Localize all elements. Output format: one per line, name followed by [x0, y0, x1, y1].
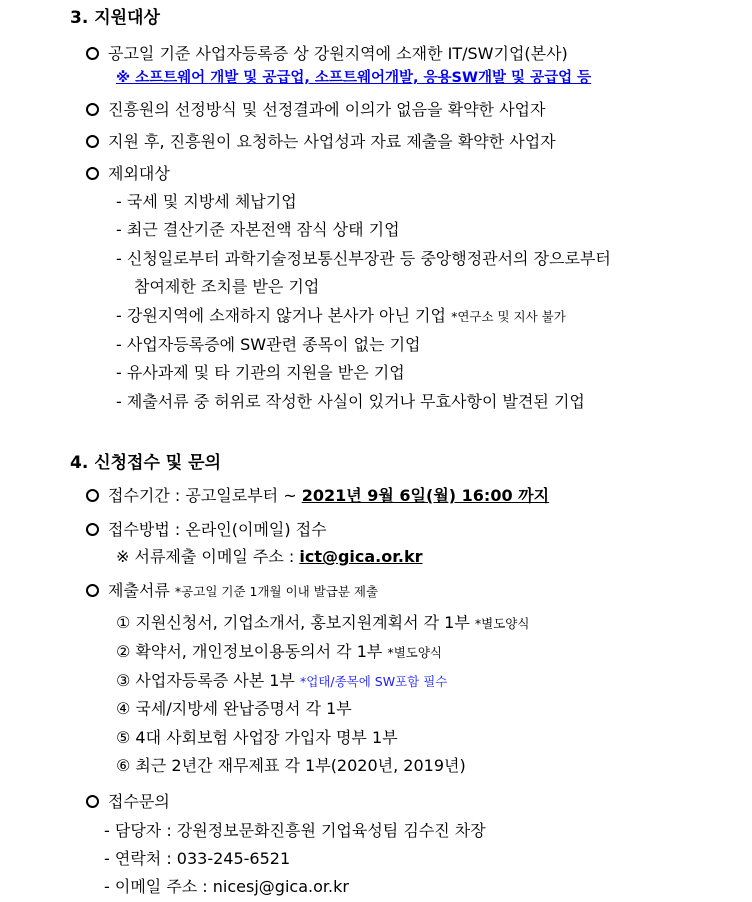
- section-4-title: 4. 신청접수 및 문의: [70, 453, 221, 473]
- exclusion-6: - 유사과제 및 타 기관의 지원을 받은 기업: [116, 363, 405, 382]
- contact-email: - 이메일 주소 : nicesj@gica.or.kr: [104, 877, 349, 896]
- target-item-2: 진흥원의 선정방식 및 선정결과에 이의가 없음을 확약한 사업자: [86, 100, 545, 119]
- submission-email: ※ 서류제출 이메일 주소 : ict@gica.or.kr: [116, 547, 423, 566]
- application-period: 접수기간 : 공고일로부터 ~ 2021년 9월 6일(월) 16:00 까지: [86, 486, 549, 505]
- circle-bullet-icon: [86, 103, 99, 116]
- target-item-3: 지원 후, 진흥원이 요청하는 사업성과 자료 제출을 확약한 사업자: [86, 132, 556, 151]
- circle-bullet-icon: [86, 47, 99, 60]
- circle-bullet-icon: [86, 523, 99, 536]
- exclusion-5: - 사업자등록증에 SW관련 종목이 없는 기업: [116, 335, 421, 354]
- submission-email-link[interactable]: ict@gica.or.kr: [299, 547, 423, 566]
- circle-bullet-icon: [86, 584, 99, 597]
- exclusion-3a: - 신청일로부터 과학기술정보통신부장관 등 중앙행정관서의 장으로부터: [116, 249, 611, 268]
- documents-note: *공고일 기준 1개월 이내 발급분 제출: [174, 584, 379, 599]
- section-3-title: 3. 지원대상: [70, 8, 160, 28]
- document-3: ③ 사업자등록증 사본 1부 *업태/종목에 SW포함 필수: [116, 671, 448, 690]
- document-6: ⑥ 최근 2년간 재무제표 각 1부(2020년, 2019년): [116, 756, 466, 775]
- document-5: ⑤ 4대 사회보험 사업장 가입자 명부 1부: [116, 728, 398, 747]
- target-item-1-note: ※ 소프트웨어 개발 및 공급업, 소프트웨어개발, 응용SW개발 및 공급업 등: [116, 70, 592, 86]
- documents-header: 제출서류 *공고일 기준 1개월 이내 발급분 제출: [86, 581, 378, 600]
- exclusion-4: - 강원지역에 소재하지 않거나 본사가 아닌 기업 *연구소 및 지사 불가: [116, 306, 566, 325]
- exclusion-7: - 제출서류 중 허위로 작성한 사실이 있거나 무효사항이 발견된 기업: [116, 392, 585, 411]
- target-item-4: 제외대상: [86, 164, 170, 183]
- contact-phone: - 연락처 : 033-245-6521: [104, 849, 291, 868]
- document-1: ① 지원신청서, 기업소개서, 홍보지원계획서 각 1부 *별도양식: [116, 613, 530, 632]
- application-method: 접수방법 : 온라인(이메일) 접수: [86, 520, 327, 539]
- circle-bullet-icon: [86, 489, 99, 502]
- inquiry-header: 접수문의: [86, 792, 170, 811]
- circle-bullet-icon: [86, 795, 99, 808]
- document-2: ② 확약서, 개인정보이용동의서 각 1부 *별도양식: [116, 642, 442, 661]
- circle-bullet-icon: [86, 135, 99, 148]
- document-4: ④ 국세/지방세 완납증명서 각 1부: [116, 699, 352, 718]
- target-item-1: 공고일 기준 사업자등록증 상 강원지역에 소재한 IT/SW기업(본사): [86, 44, 568, 63]
- circle-bullet-icon: [86, 167, 99, 180]
- exclusion-2: - 최근 결산기준 자본전액 잠식 상태 기업: [116, 220, 400, 239]
- exclusion-3b: 참여제한 조치를 받은 기업: [134, 277, 320, 296]
- exclusion-1: - 국세 및 지방세 체납기업: [116, 192, 297, 211]
- contact-person: - 담당자 : 강원정보문화진흥원 기업육성팀 김수진 차장: [104, 821, 486, 840]
- exclusion-4-note: *연구소 및 지사 불가: [451, 309, 566, 324]
- period-deadline: 2021년 9월 6일(월) 16:00 까지: [301, 486, 550, 505]
